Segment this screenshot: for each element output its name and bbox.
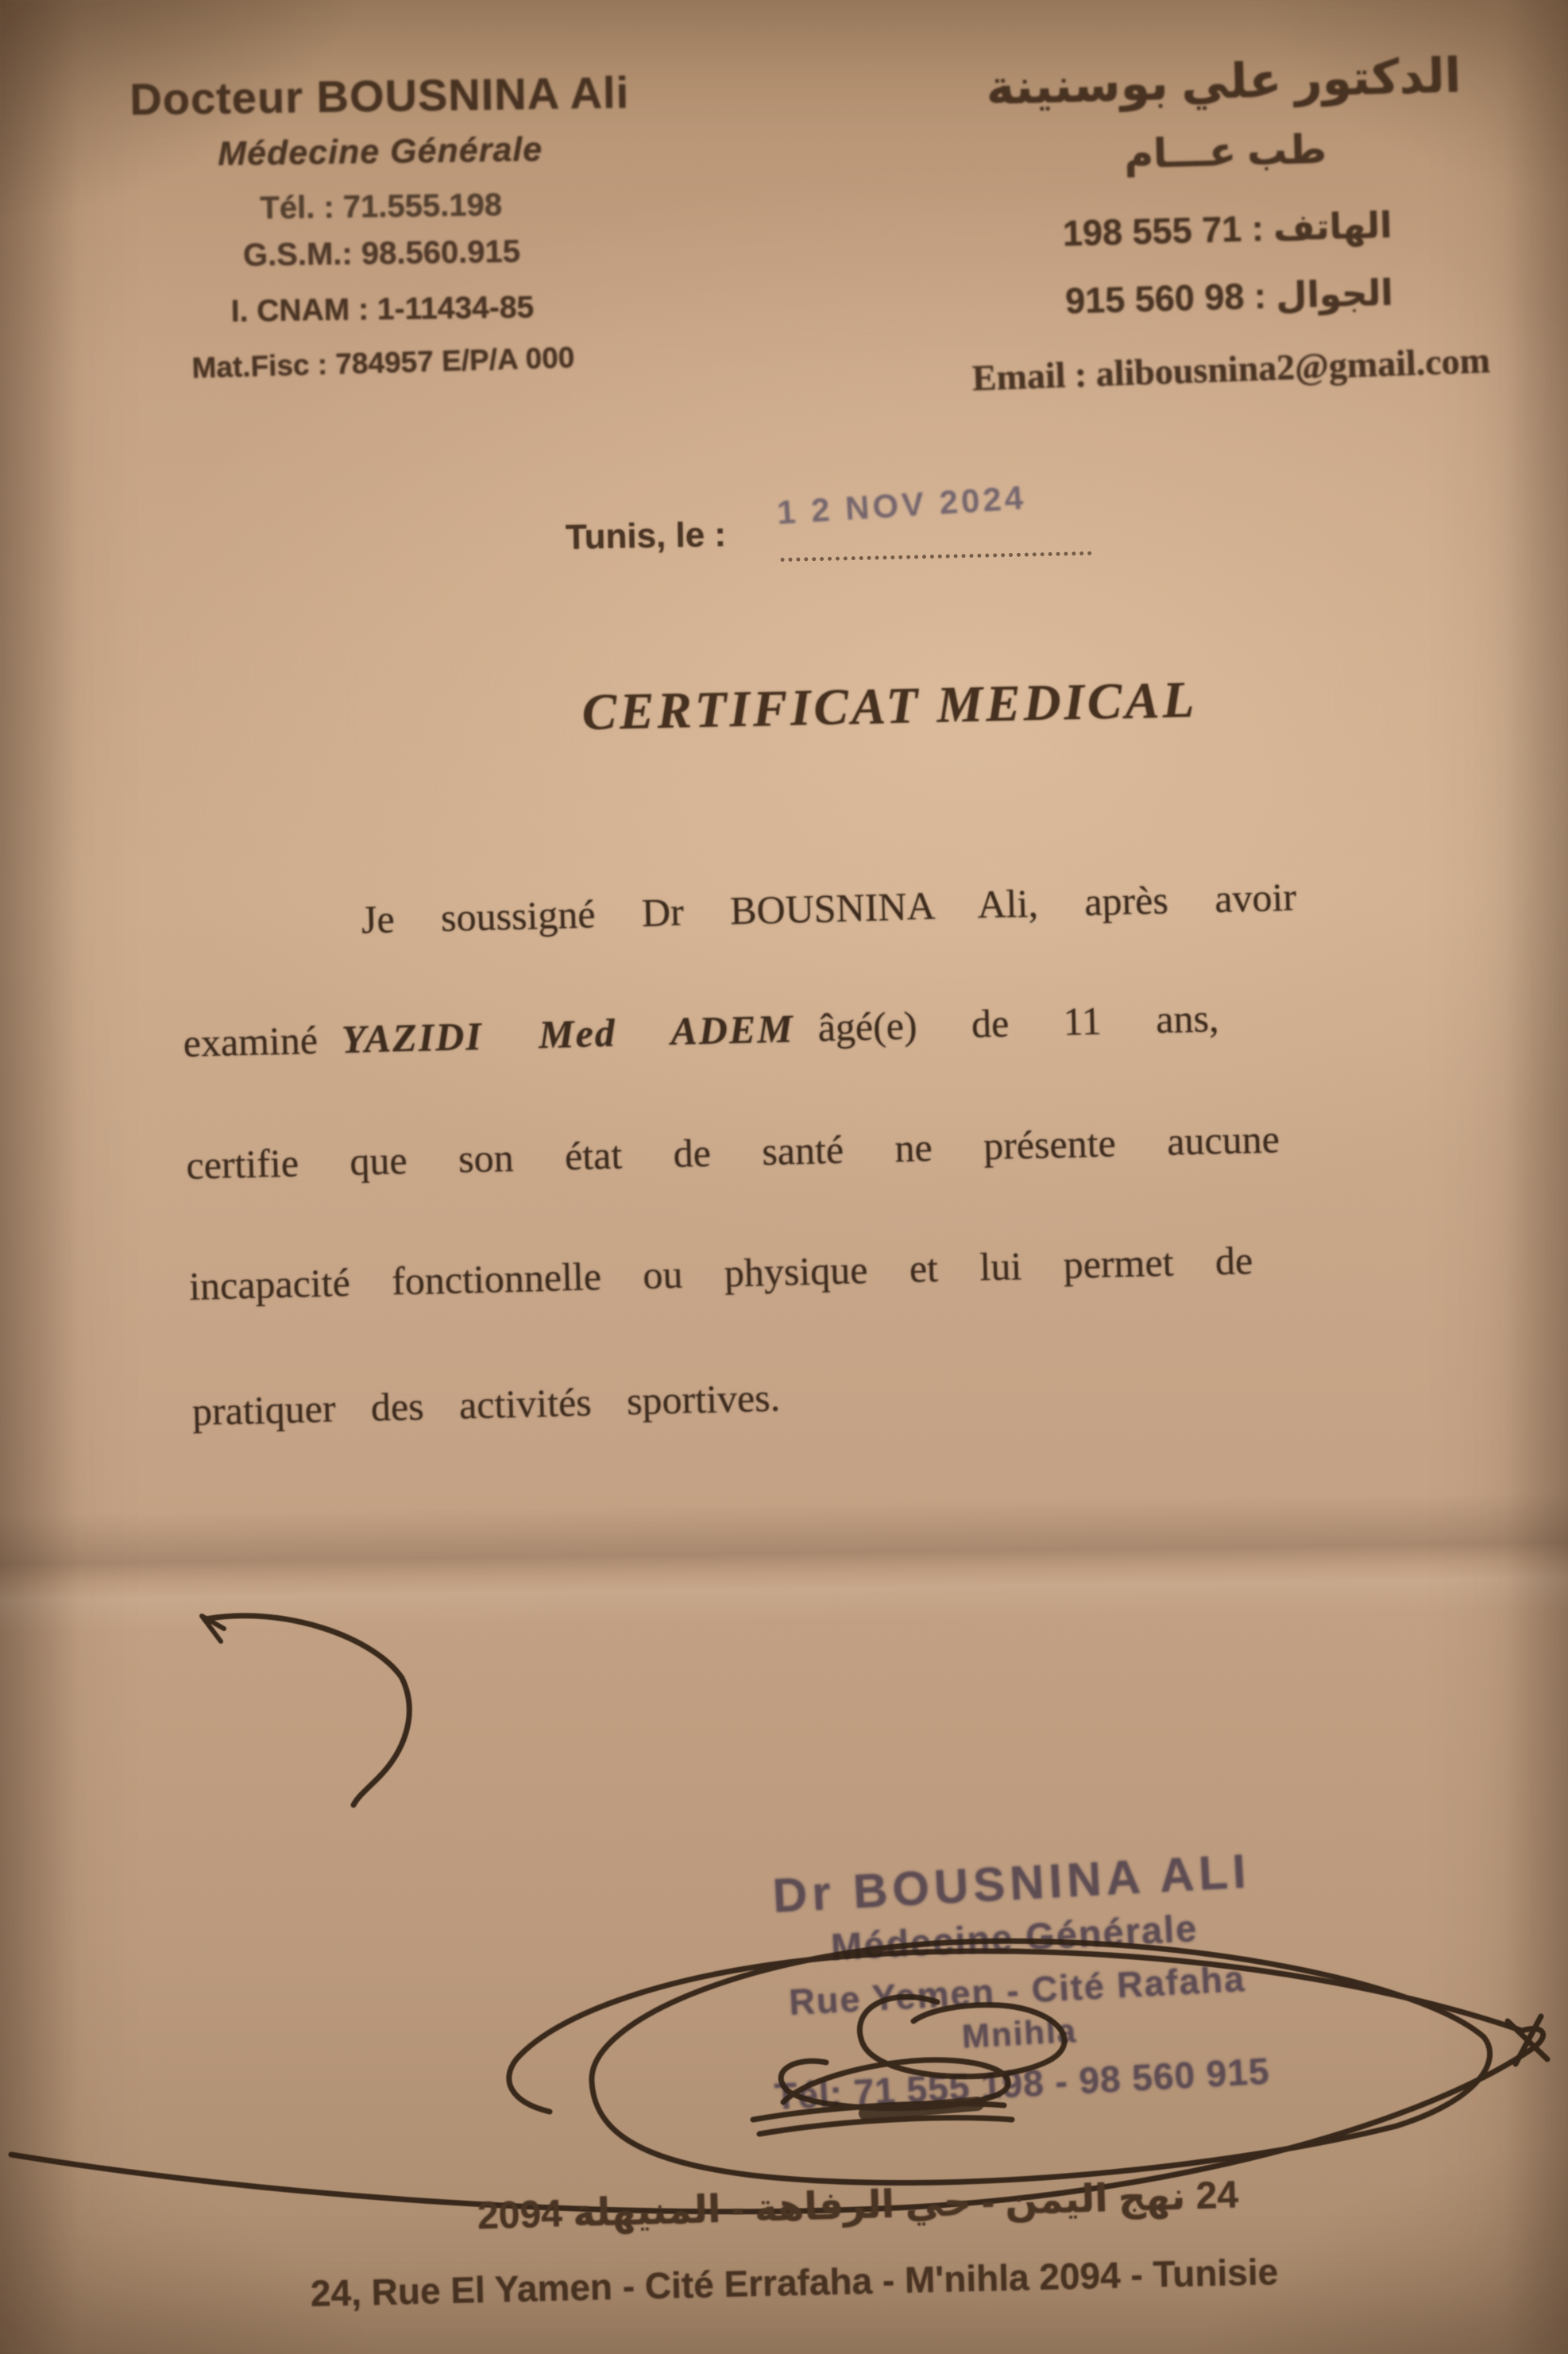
stamp-specialty: Médecine Générale xyxy=(829,1907,1199,1969)
email-line: Email : alibousnina2@gmail.com xyxy=(971,339,1491,399)
phone-line-ar: الهاتف : 71 555 198 xyxy=(1062,204,1393,254)
patient-name: YAZIDI Med ADEM xyxy=(341,1006,795,1061)
paper-fold-crease xyxy=(0,1492,1568,1633)
body-line-2-prefix: examiné xyxy=(182,1017,319,1065)
stamp-city: Mnihla xyxy=(960,2012,1079,2055)
cnam-line: I. CNAM : 1-11434-85 xyxy=(230,290,535,329)
stamp-street: Rue Yemen - Cité Rafaha xyxy=(788,1958,1247,2024)
phone-line: Tél. : 71.555.198 xyxy=(260,187,503,226)
footer-address-ar: 24 نهج اليمن - حي الرفاهة - المنيهلة 2094 xyxy=(477,2174,1239,2238)
body-line-4: incapacité fonctionnelle ou physique et lui permet de xyxy=(188,1238,1253,1308)
letterhead-right xyxy=(886,45,1568,399)
body-line-3: certifie que son état de santé ne présente aucune xyxy=(185,1116,1280,1188)
signature-right-cross-1 xyxy=(1508,2021,1547,2059)
letterhead-left xyxy=(73,66,689,385)
dateline-label: Tunis, le : xyxy=(565,515,727,557)
body-line-2 xyxy=(183,995,1219,1066)
certificate-body xyxy=(180,858,1481,1493)
body-line-1: Je soussigné Dr BOUSNINA Ali, après avoir xyxy=(361,874,1297,942)
body-line-5: pratiquer des activités sportives. xyxy=(191,1374,781,1434)
mobile-line-ar: الجوال : 98 560 915 xyxy=(1064,272,1394,322)
gsm-line: G.S.M.: 98.560.915 xyxy=(242,234,521,273)
specialty-fr: Médecine Générale xyxy=(217,130,543,173)
signature-scribble-3 xyxy=(759,2118,1012,2134)
stamp-phones: Tél: 71 555 198 - 98 560 915 xyxy=(773,2050,1271,2118)
date-stamp: 1 2 NOV 2024 xyxy=(775,478,1028,531)
doctor-name-ar: الدكتور علي بوسنينة xyxy=(985,48,1462,114)
pen-hook-stroke xyxy=(205,1616,409,1805)
certificate-title: CERTIFICAT MEDICAL xyxy=(581,671,1198,742)
specialty-ar: طب عـــام xyxy=(1123,126,1327,177)
doctor-stamp xyxy=(685,1839,1348,2122)
patient-age-text: âgé(e) de 11 ans, xyxy=(817,995,1220,1050)
footer-address-fr: 24, Rue El Yamen - Cité Errafaha - M'nihla 2094 - Tunisie xyxy=(310,2251,1279,2314)
stamp-doctor-name: Dr BOUSNINA ALI xyxy=(771,1844,1253,1923)
mat-fisc-line: Mat.Fisc : 784957 E/P/A 000 xyxy=(191,341,575,385)
doctor-name-fr: Docteur BOUSNINA Ali xyxy=(129,67,630,125)
signature-right-cross-2 xyxy=(1516,2016,1541,2064)
